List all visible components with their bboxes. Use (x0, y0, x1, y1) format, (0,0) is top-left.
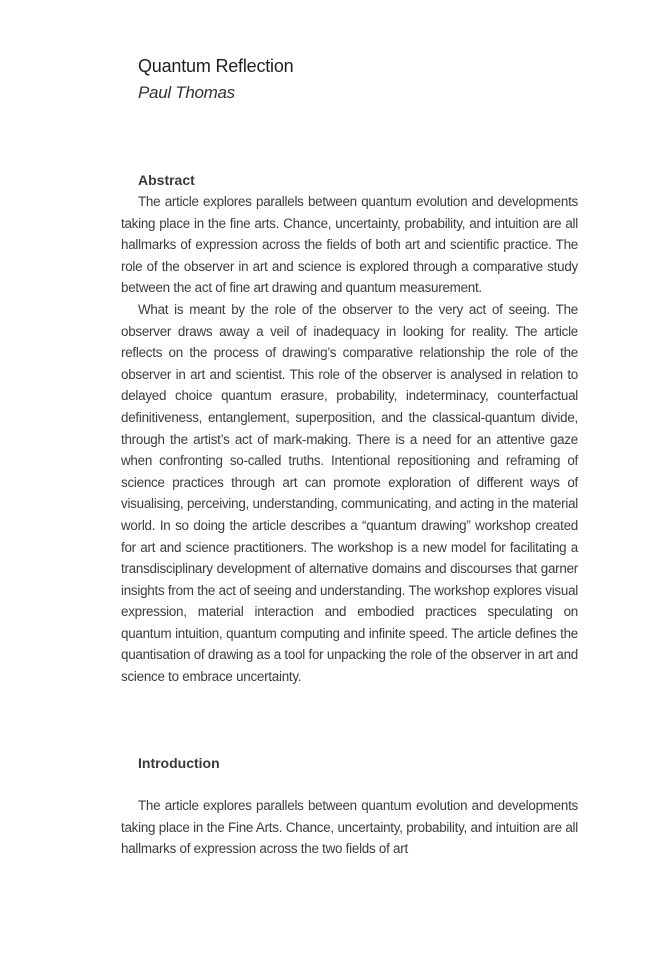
paper-title: Quantum Reflection (138, 56, 294, 76)
paper-author: Paul Thomas (138, 83, 235, 102)
abstract-paragraph: The article explores parallels between quantum evolution and developments taking place in the fine arts. Chance, uncertainty, probability, and intuition are all hallmarks of expression across the fields of both art and scientific practice. The role of the observer in art and science is explored through a comparative study between the act of fine art drawing and quantum measurement. (121, 194, 578, 296)
introduction-heading: Introduction (138, 755, 220, 771)
introduction-paragraph: The article explores parallels between quantum evolution and developments taking place in the Fine Arts. Chance, uncertainty, probability, and intuition are all hallmarks of expression across the two fields of art (121, 798, 578, 857)
abstract-heading: Abstract (138, 172, 195, 188)
introduction-body (121, 795, 578, 860)
abstract-paragraph: What is meant by the role of the observer to the very act of seeing. The observer draws away a veil of inadequacy in looking for reality. The article reflects on the process of drawing’s comparative relationship the role of the observer in art and scientist. This role of the observer is analysed in relation to delayed choice quantum erasure, probability, indeterminacy, counterfactual definitiveness, entanglement, superposition, and the classical-quantum divide, through the artist’s act of mark-making. There is a need for an attentive gaze when confronting so-called truths. Intentional repositioning and reframing of science practices through art can promote exploration of different ways of visualising, perceiving, understanding, communicating, and acting in the material world. In so doing the article describes a “quantum drawing” workshop created for art and science practitioners. The workshop is a new model for facilitating a transdisciplinary development of alternative domains and discourses that garner insights from the act of seeing and understanding. The workshop explores visual expression, material interaction and embodied practices speculating on quantum intuition, quantum computing and infinite speed. The article defines the quantisation of drawing as a tool for unpacking the role of the observer in art and science to embrace uncertainty. (121, 301, 578, 685)
abstract-body (121, 191, 578, 688)
